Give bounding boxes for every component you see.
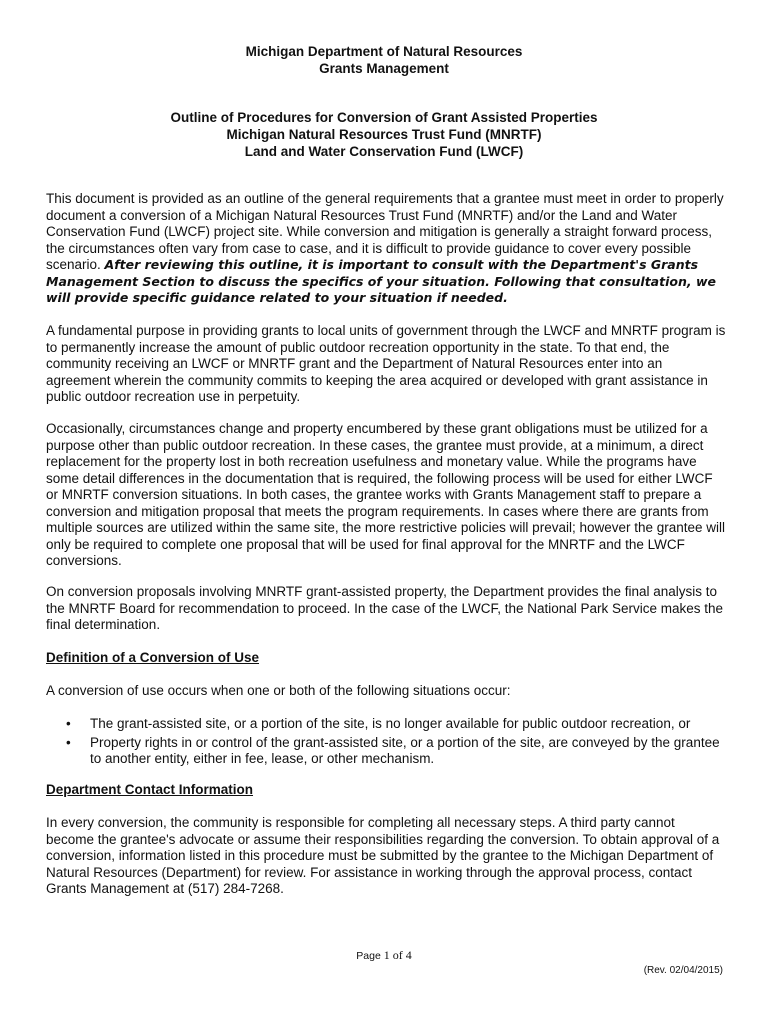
subheader-mnrtf: Michigan Natural Resources Trust Fund (MNRTF) bbox=[226, 127, 542, 142]
circumstances-paragraph: Occasionally, circumstances change and property encumbered by these grant obligations must be utilized for a purpose other than public outdoor recreation. In these cases, the grantee must provide, at a minimum, a direct replacement for the property lost in both recreation usefulness and monetary value. While the programs have some detail differences in the documentation that is required, the following process will be used for either LWCF or MNRTF conversion situations. In both cases, the grantee works with Grants Management staff to prepare a conversion and mitigation proposal that meets the program requirements. In cases where there are grants from multiple sources are utilized within the same site, the more restrictive policies will prevail; however the grantee will only be required to complete one proposal that will be used for final approval for the MNRTF and the LWCF conversions. bbox=[46, 421, 726, 568]
conversion-intro: A conversion of use occurs when one or both of the following situations occur: bbox=[46, 683, 511, 698]
list-item bbox=[46, 735, 726, 768]
document-subheader bbox=[0, 109, 768, 160]
section-title-conversion-definition: Definition of a Conversion of Use bbox=[46, 650, 260, 665]
header-agency: Michigan Department of Natural Resources bbox=[245, 44, 523, 59]
revision-date: (Rev. 02/04/2015) bbox=[643, 965, 723, 976]
bullet-icon: • bbox=[66, 716, 71, 731]
document-header bbox=[0, 43, 768, 77]
header-division: Grants Management bbox=[319, 61, 449, 76]
intro-paragraph bbox=[46, 191, 726, 307]
subheader-title: Outline of Procedures for Conversion of Grant Assisted Properties bbox=[170, 110, 598, 125]
intro-text: This document is provided as an outline of the general requirements that a grantee must meet in order to properly document a conversion of a Michigan Natural Resources Trust Fund (MNRTF) and/or the Land and Water Conservation Fund (LWCF) project site. While conversion and mitigation is generally a straight forward process, the circumstances often vary from case to case, and it is difficult to provide guidance to cover every possible scenario. bbox=[46, 191, 724, 272]
intro-emphasis: After reviewing this outline, it is important to consult with the Department's Grants Management Section to discuss the specifics of your situation. Following that consultation, we will provide specific guidance related to your situation if needed. bbox=[46, 257, 716, 305]
subheader-lwcf: Land and Water Conservation Fund (LWCF) bbox=[244, 144, 524, 159]
bullet-text: Property rights in or control of the grant-assisted site, or a portion of the site, are conveyed by the grantee to another entity, either in fee, lease, or other mechanism. bbox=[90, 734, 720, 766]
page-number bbox=[0, 948, 768, 963]
conversion-bullet-list bbox=[46, 716, 726, 770]
contact-paragraph: In every conversion, the community is responsible for completing all necessary steps. A third party cannot become the grantee's advocate or assume their responsibilities regarding the conversion. To obtain approval of a conversion, information listed in this procedure must be submitted by the grantee to the Michigan Department of Natural Resources (Department) for review. For assistance in working through the approval process, contact Grants Management at (517) 284-7268. bbox=[46, 815, 720, 896]
purpose-paragraph: A fundamental purpose in providing grants to local units of government through the LWCF and MNRTF program is to permanently increase the amount of public outdoor recreation opportunity in the state. To that end, the community receiving an LWCF or MNRTF grant and the Department of Natural Resources enter into an agreement wherein the community commits to keeping the area acquired or developed with grant assistance in public outdoor recreation use in perpetuity. bbox=[46, 323, 726, 404]
final-analysis-paragraph: On conversion proposals involving MNRTF grant-assisted property, the Department provides the final analysis to the MNRTF Board for recommendation to proceed. In the case of the LWCF, the National Park Service makes the final determination. bbox=[46, 584, 724, 632]
page-number-value: 1 of 4 bbox=[383, 948, 412, 962]
section-title-contact-information: Department Contact Information bbox=[46, 782, 254, 797]
list-item bbox=[46, 716, 726, 733]
bullet-icon: • bbox=[66, 734, 71, 750]
page-number-prefix: Page bbox=[356, 950, 384, 962]
bullet-text: The grant-assisted site, or a portion of the site, is no longer available for public outdoor recreation, or bbox=[90, 716, 691, 731]
